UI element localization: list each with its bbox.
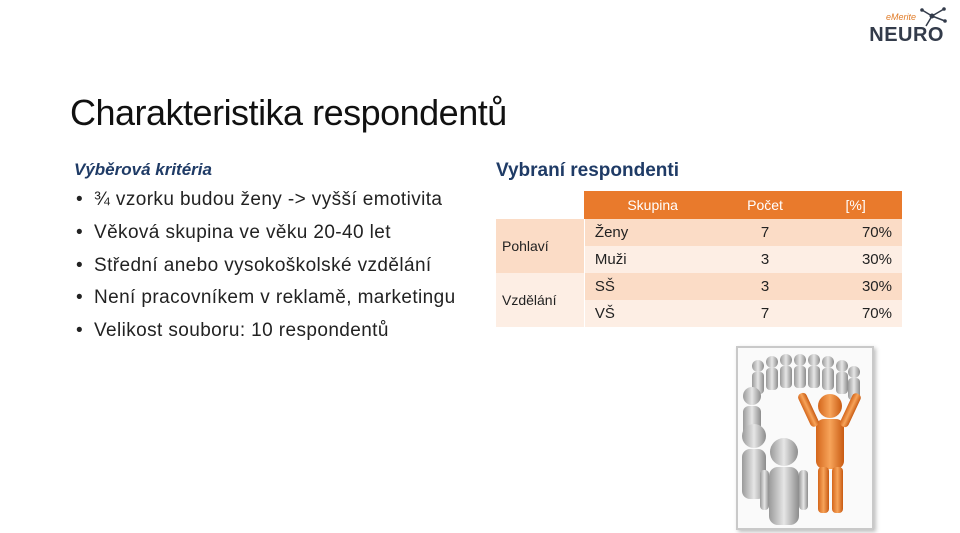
criteria-section (74, 160, 484, 352)
table-corner (496, 191, 584, 219)
list-item: • Věková skupina ve věku 20-40 let (74, 221, 484, 245)
row-count: 3 (721, 246, 809, 273)
logo-main-text: NEURO (869, 24, 944, 46)
row-count: 7 (721, 300, 809, 327)
crowd-illustration (736, 346, 874, 530)
respondents-section (496, 160, 906, 327)
table-header-row (496, 191, 902, 219)
criteria-list (74, 188, 484, 343)
table-row (496, 219, 902, 246)
standout-person-icon (738, 348, 872, 528)
row-label: Muži (584, 246, 720, 273)
row-percent: 70% (809, 300, 902, 327)
group-label: Pohlaví (496, 219, 584, 273)
list-item: • Velikost souboru: 10 respondentů (74, 319, 484, 343)
table-row (496, 273, 902, 300)
respondents-heading: Vybraní respondenti (496, 160, 679, 181)
group-label: Vzdělání (496, 273, 584, 327)
respondents-table (496, 191, 902, 327)
row-percent: 30% (809, 273, 902, 300)
row-percent: 70% (809, 219, 902, 246)
row-count: 7 (721, 219, 809, 246)
logo-small-text: eMerite (885, 12, 916, 22)
brand-logo (868, 6, 948, 44)
row-count: 3 (721, 273, 809, 300)
column-header: [%] (809, 191, 902, 219)
list-item: • Střední anebo vysokoškolské vzdělání (74, 254, 484, 278)
page-title: Charakteristika respondentů (70, 92, 507, 134)
column-header: Skupina (584, 191, 720, 219)
row-label: VŠ (584, 300, 720, 327)
row-percent: 30% (809, 246, 902, 273)
list-item: • Není pracovníkem v reklamě, marketingu (74, 286, 484, 310)
column-header: Počet (721, 191, 809, 219)
row-label: SŠ (584, 273, 720, 300)
list-item: • ¾ vzorku budou ženy -> vyšší emotivita (74, 188, 484, 212)
criteria-heading: Výběrová kritéria (74, 160, 212, 179)
row-label: Ženy (584, 219, 720, 246)
